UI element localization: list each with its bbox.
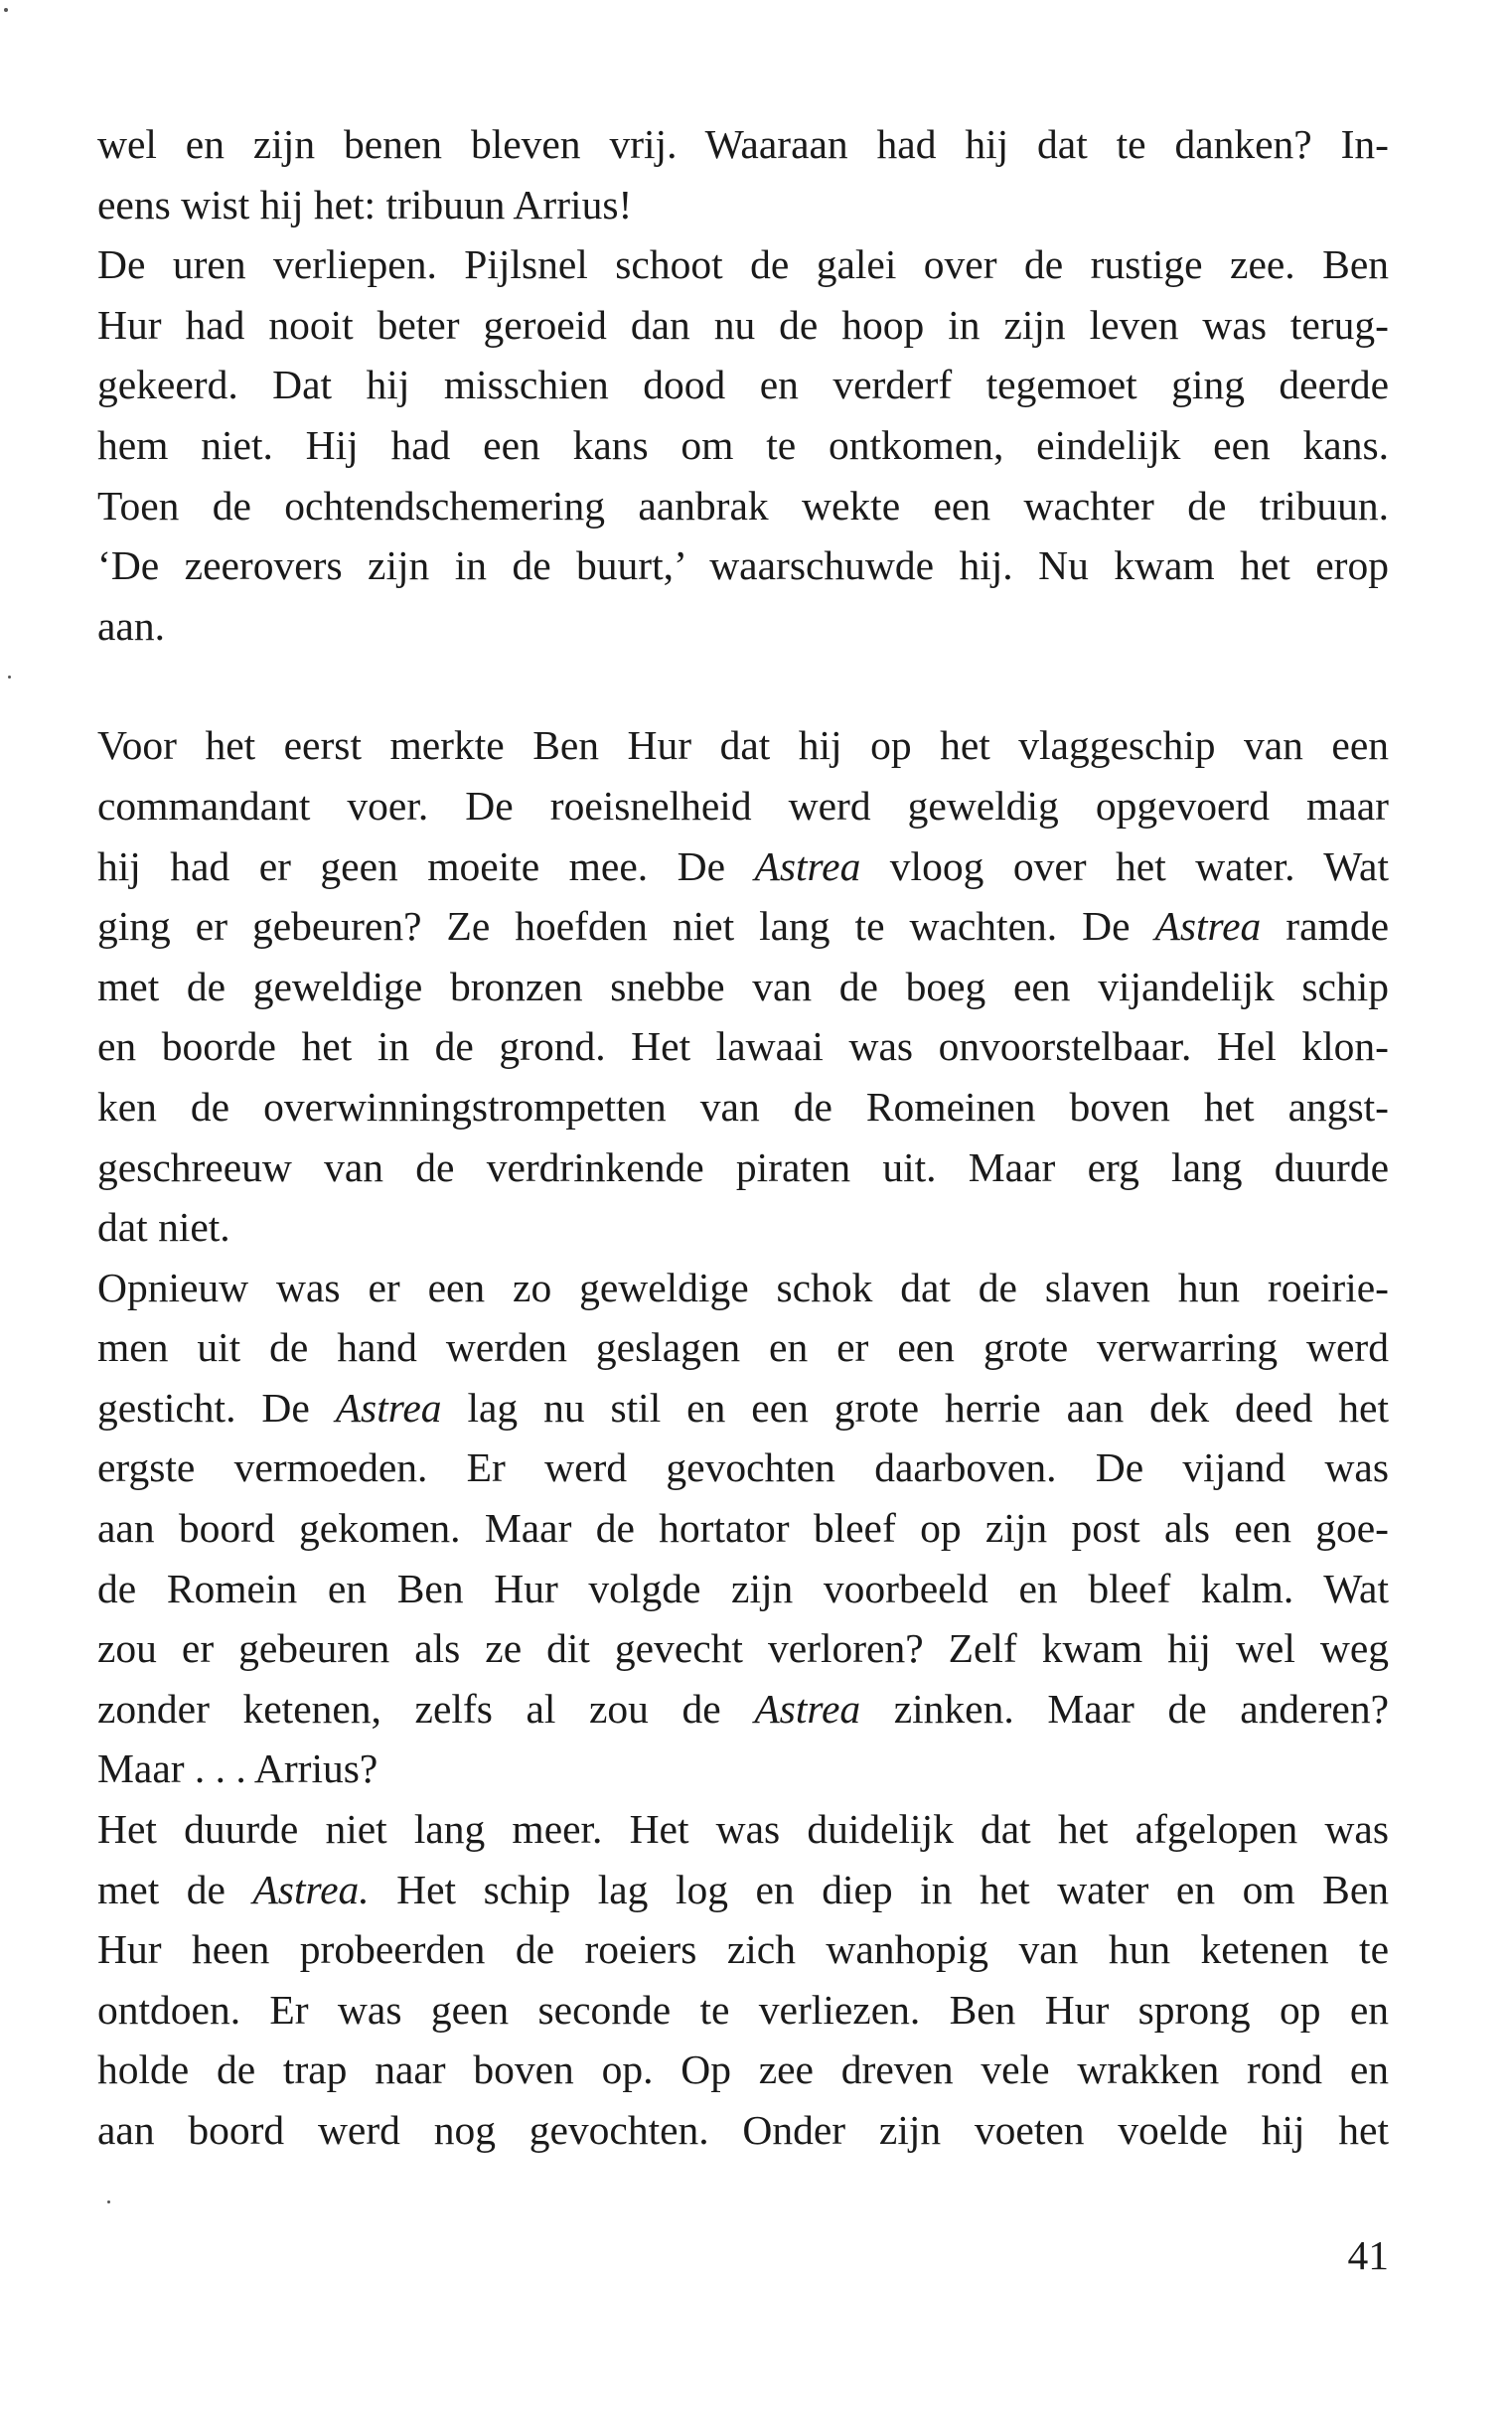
text-segment: commandant voer. De roeisnelheid werd geweldig opgevoerd maar (97, 782, 1389, 829)
text-line (97, 836, 1389, 897)
text-segment: wel en zijn benen bleven vrij. Waaraan had hij dat te danken? In- (97, 121, 1389, 167)
text-segment: ‘De zeerovers zijn in de buurt,’ waarschuwde hij. Nu kwam het erop (97, 542, 1389, 589)
text-line (97, 1077, 1389, 1137)
text-line (97, 355, 1389, 415)
text-line (97, 715, 1389, 776)
text-segment: met de (97, 1866, 253, 1912)
text-line (97, 1258, 1389, 1318)
text-segment: de Romein en Ben Hur volgde zijn voorbeeld en bleef kalm. Wat (97, 1565, 1389, 1611)
italic-title: Astrea (754, 1685, 861, 1732)
text-line (97, 1197, 1389, 1258)
text-line (97, 957, 1389, 1017)
text-segment: Hur heen probeerden de roeiers zich wanhopig van hun ketenen te (97, 1926, 1389, 1973)
text-line (97, 596, 1389, 657)
text-line (97, 1137, 1389, 1198)
text-segment: gekeerd. Dat hij misschien dood en verderf tegemoet ging deerde (97, 362, 1389, 408)
text-segment: aan. (97, 602, 165, 649)
text-line (97, 1919, 1389, 1980)
text-segment: met de geweldige bronzen snebbe van de boeg een vijandelijk schip (97, 963, 1389, 1009)
page-number: 41 (1347, 2232, 1389, 2278)
scan-speck (107, 2200, 110, 2203)
text-line (97, 1860, 1389, 1920)
text-line (97, 1016, 1389, 1077)
text-line (97, 896, 1389, 957)
text-line (97, 2100, 1389, 2161)
paragraph (97, 1258, 1389, 1799)
text-segment: ergste vermoeden. Er werd gevochten daarboven. De vijand was (97, 1444, 1389, 1491)
text-segment: dat niet. (97, 1204, 230, 1251)
text-segment: geschreeuw van de verdrinkende piraten uit. Maar erg lang duurde (97, 1143, 1389, 1190)
paragraph (97, 114, 1389, 234)
text-line (97, 1559, 1389, 1619)
text-line (97, 1980, 1389, 2041)
scan-speck (8, 676, 11, 679)
paragraph (97, 234, 1389, 656)
text-segment: Opnieuw was er een zo geweldige schok dat de slaven hun roeirie- (97, 1264, 1389, 1310)
text-segment: aan boord gekomen. Maar de hortator bleef op zijn post als een goe- (97, 1505, 1389, 1552)
text-line (97, 2040, 1389, 2100)
text-segment: Toen de ochtendschemering aanbrak wekte een wachter de tribuun. (97, 482, 1389, 529)
text-line (97, 476, 1389, 536)
body-text (97, 114, 1389, 2161)
text-segment: lag nu stil en een grote herrie aan dek deed het (441, 1384, 1389, 1431)
text-line (97, 415, 1389, 476)
paragraph (97, 1799, 1389, 2161)
text-segment: ken de overwinningstrompetten van de Romeinen boven het angst- (97, 1083, 1389, 1130)
text-line (97, 1739, 1389, 1799)
text-line (97, 776, 1389, 836)
text-segment: ging er gebeuren? Ze hoefden niet lang te wachten. De (97, 903, 1155, 950)
text-segment: ontdoen. Er was geen seconde te verliezen. Ben Hur sprong op en (97, 1986, 1389, 2033)
text-line (97, 234, 1389, 295)
italic-title: Astrea (1154, 903, 1262, 950)
italic-title: Astrea (335, 1384, 442, 1431)
text-segment: Maar . . . Arrius? (97, 1745, 378, 1792)
italic-title: Astrea (754, 842, 861, 889)
text-segment: eens wist hij het: tribuun Arrius! (97, 181, 633, 227)
text-segment: zonder ketenen, zelfs al zou de (97, 1685, 755, 1732)
text-segment: ramde (1261, 903, 1389, 950)
text-segment: aan boord werd nog gevochten. Onder zijn voeten voelde hij het (97, 2107, 1389, 2153)
text-segment: en boorde het in de grond. Het lawaai was onvoorstelbaar. Hel klon- (97, 1023, 1389, 1070)
text-segment: hem niet. Hij had een kans om te ontkomen, eindelijk een kans. (97, 421, 1389, 468)
text-line (97, 1498, 1389, 1559)
text-segment: De uren verliepen. Pijlsnel schoot de galei over de rustige zee. Ben (97, 241, 1389, 288)
text-segment: holde de trap naar boven op. Op zee dreven vele wrakken rond en (97, 2046, 1389, 2093)
text-segment: Het schip lag log en diep in het water en om Ben (369, 1866, 1389, 1912)
text-segment: vloog over het water. Wat (860, 842, 1390, 889)
text-line (97, 295, 1389, 356)
text-line (97, 1799, 1389, 1860)
text-line (97, 114, 1389, 175)
text-segment: zinken. Maar de anderen? (860, 1685, 1389, 1732)
text-segment: hij had er geen moeite mee. De (97, 842, 755, 889)
text-segment: men uit de hand werden geslagen en er een grote verwarring werd (97, 1324, 1389, 1371)
text-line (97, 1438, 1389, 1498)
italic-title: Astrea. (252, 1866, 370, 1912)
text-segment: Hur had nooit beter geroeid dan nu de hoop in zijn leven was terug- (97, 301, 1389, 348)
text-segment: Het duurde niet lang meer. Het was duidelijk dat het afgelopen was (97, 1806, 1389, 1853)
text-line (97, 1618, 1389, 1679)
text-segment: Voor het eerst merkte Ben Hur dat hij op het vlaggeschip van een (97, 722, 1389, 769)
paragraph (97, 715, 1389, 1257)
text-line (97, 1378, 1389, 1439)
text-line (97, 535, 1389, 596)
text-segment: zou er gebeuren als ze dit gevecht verloren? Zelf kwam hij wel weg (97, 1625, 1389, 1672)
paragraph-gap (97, 656, 1389, 715)
text-line (97, 175, 1389, 235)
text-line (97, 1679, 1389, 1740)
text-segment: gesticht. De (97, 1384, 336, 1431)
text-line (97, 1317, 1389, 1378)
scan-speck (4, 8, 8, 12)
